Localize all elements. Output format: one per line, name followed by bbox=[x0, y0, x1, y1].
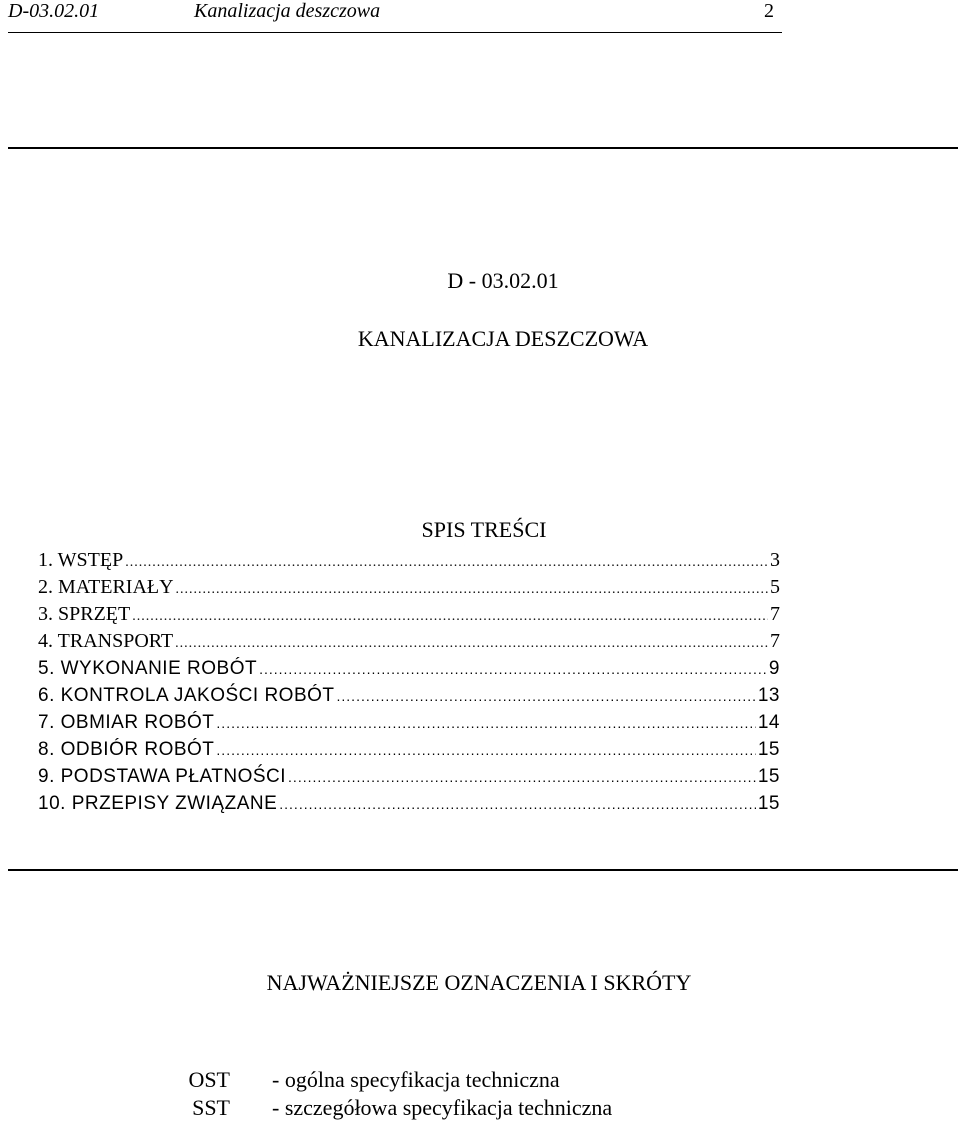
top-divider bbox=[8, 147, 958, 149]
toc-leader-dots bbox=[132, 603, 768, 628]
toc-leader-dots bbox=[288, 764, 756, 790]
header-doc-code: D-03.02.01 bbox=[8, 0, 100, 22]
toc-item-page: 13 bbox=[757, 685, 780, 706]
toc-item-label: 1. WSTĘP bbox=[38, 549, 124, 571]
toc-item[interactable] bbox=[38, 682, 780, 709]
toc-leader-dots bbox=[337, 683, 756, 709]
toc-leader-dots bbox=[175, 630, 768, 655]
toc-item-label: 2. MATERIAŁY bbox=[38, 576, 174, 598]
page-header bbox=[8, 0, 782, 33]
bottom-divider bbox=[8, 869, 958, 871]
toc-item-label: 3. SPRZĘT bbox=[38, 603, 131, 625]
toc-item-page: 3 bbox=[770, 549, 780, 571]
toc-item-page: 14 bbox=[757, 712, 780, 733]
toc-heading-text: SPIS TREŚCI bbox=[421, 517, 547, 542]
toc-item[interactable] bbox=[38, 628, 780, 655]
toc-item[interactable] bbox=[38, 574, 780, 601]
abbreviation-key: OST bbox=[188, 1067, 230, 1092]
toc-leader-dots bbox=[259, 656, 767, 682]
toc-item-label: 6. KONTROLA JAKOŚCI ROBÓT bbox=[38, 685, 335, 706]
toc-item[interactable] bbox=[38, 736, 780, 763]
toc-item-page: 5 bbox=[770, 576, 780, 598]
toc-leader-dots bbox=[216, 737, 755, 763]
toc-item[interactable] bbox=[38, 655, 780, 682]
abbreviation-row bbox=[150, 1066, 612, 1094]
document-title bbox=[0, 326, 960, 352]
toc-item[interactable] bbox=[38, 547, 780, 574]
abbreviations-list bbox=[150, 1066, 612, 1122]
toc-item-page: 7 bbox=[770, 630, 780, 652]
toc-item[interactable] bbox=[38, 763, 780, 790]
toc-item-page: 7 bbox=[770, 603, 780, 625]
toc-leader-dots bbox=[216, 710, 755, 736]
document-title-text: KANALIZACJA DESZCZOWA bbox=[357, 326, 649, 351]
toc-item-label: 5. WYKONANIE ROBÓT bbox=[38, 658, 258, 679]
abbreviation-key: SST bbox=[192, 1095, 230, 1120]
abbreviation-desc: - szczegółowa specyfikacja techniczna bbox=[272, 1095, 613, 1120]
toc-item[interactable] bbox=[38, 601, 780, 628]
toc-item-label: 9. PODSTAWA PŁATNOŚCI bbox=[38, 766, 287, 787]
document-code bbox=[0, 268, 960, 294]
abbreviations-heading-text: NAJWAŻNIEJSZE OZNACZENIA I SKRÓTY bbox=[266, 970, 692, 995]
toc-item-page: 15 bbox=[757, 793, 780, 814]
toc-item-page: 15 bbox=[757, 739, 780, 760]
toc-leader-dots bbox=[176, 576, 768, 601]
toc-item-label: 8. ODBIÓR ROBÓT bbox=[38, 739, 215, 760]
abbreviation-row bbox=[150, 1094, 612, 1122]
toc-item-label: 10. PRZEPISY ZWIĄZANE bbox=[38, 793, 278, 814]
toc-leader-dots bbox=[279, 791, 756, 817]
toc-item-label: 4. TRANSPORT bbox=[38, 630, 174, 652]
toc-item-page: 15 bbox=[757, 766, 780, 787]
toc-item-page: 9 bbox=[768, 658, 780, 679]
table-of-contents bbox=[38, 547, 780, 817]
abbreviation-desc: - ogólna specyfikacja techniczna bbox=[272, 1067, 560, 1092]
header-doc-title: Kanalizacja deszczowa bbox=[194, 0, 381, 22]
toc-item-label: 7. OBMIAR ROBÓT bbox=[38, 712, 215, 733]
header-page-number: 2 bbox=[764, 0, 774, 22]
toc-item[interactable] bbox=[38, 790, 780, 817]
toc-item[interactable] bbox=[38, 709, 780, 736]
document-code-text: D - 03.02.01 bbox=[447, 268, 559, 293]
abbreviations-heading bbox=[0, 970, 960, 996]
toc-leader-dots bbox=[125, 549, 768, 574]
toc-heading bbox=[0, 517, 960, 543]
